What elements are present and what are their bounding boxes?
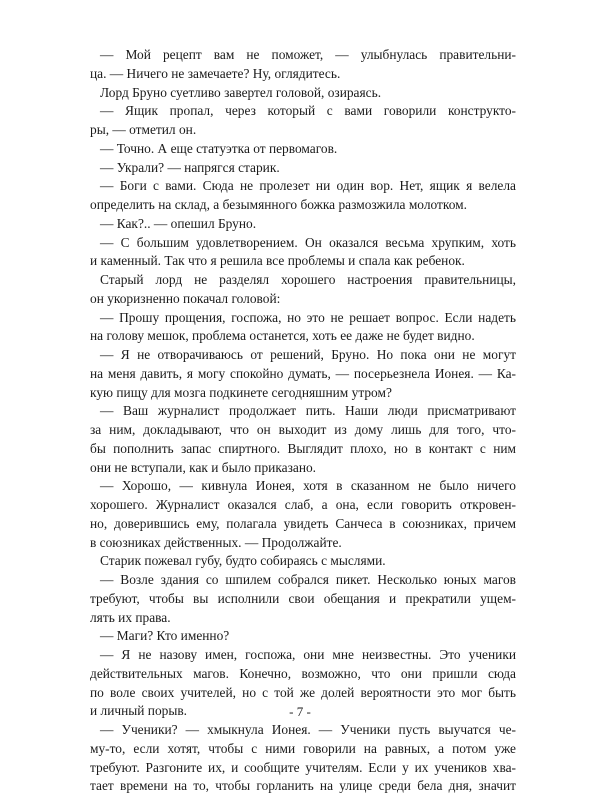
text-line: — Прошу прощения, госпожа, но это не решает вопрос. Если надеть	[100, 309, 516, 325]
text-line: му-то, если хотят, чтобы с ними говорили на равных, а потом уже	[90, 740, 516, 756]
text-line: Старый лорд не разделял хорошего настроения правительницы,	[100, 272, 516, 287]
text-line: — Мой рецепт вам не поможет, — улыбнулась правительни-	[100, 47, 516, 62]
page-number: - 7 -	[289, 704, 311, 719]
text-line: хорошего. Журналист оказался слаб, а она, если говорить откровен-	[90, 497, 516, 512]
text-line: на меня давить, я могу спокойно думать, — посерьезнела Ионея. — Ка-	[90, 365, 516, 381]
text-line: и каменный. Так что я решила все проблемы и спала как ребенок.	[90, 253, 465, 269]
text-line: — С большим удовлетворением. Он оказался весьма хрупким, хоть	[100, 234, 516, 250]
text-line: но, доверившись ему, полагала увидеть Санчеса в союзниках, причем	[90, 515, 516, 531]
text-line: — Я не назову имен, госпожа, они мне неизвестны. Это ученики	[100, 647, 516, 662]
text-line: и личный порыв.	[90, 703, 187, 719]
text-line: лять их права.	[90, 609, 171, 625]
text-line: по воле своих учителей, но с той же долей вероятности это мог быть	[90, 684, 516, 700]
text-line: — Маги? Кто именно?	[100, 628, 230, 644]
text-line: — Точно. А еще статуэтка от первомагов.	[100, 140, 338, 156]
text-line: — Ваш журналист продолжает пить. Наши люди присматривают	[100, 403, 516, 419]
text-line: — Хорошо, — кивнула Ионея, хотя в сказанном не было ничего	[100, 478, 516, 494]
text-line: — Я не отворачиваюсь от решений, Бруно. Но пока они не могут	[100, 347, 516, 362]
text-line: кую пищу для мозга подкинете сегодняшним утром?	[90, 384, 392, 400]
text-line: бы пополнить запас спиртного. Выглядит плохо, но в контакт с ним	[90, 440, 516, 456]
text-line: — Боги с вами. Сюда не пролезет ни один вор. Нет, ящик я велела	[100, 178, 516, 194]
text-line: на голову мешок, проблема останется, хоть ее даже не будет видно.	[90, 328, 475, 344]
text-line: — Как?.. — опешил Бруно.	[100, 215, 257, 231]
text-line: — Ученики? — хмыкнула Ионея. — Ученики пусть выучатся че-	[100, 722, 516, 737]
text-line: определить на склад, а безымянного божка размозжила молотком.	[90, 197, 467, 212]
text-line: они не вступали, как и было приказано.	[90, 459, 317, 475]
text-line: требуют. Разгоните их, и сообщите учителям. Если у их учеников хва-	[90, 759, 516, 775]
text-line: в союзниках действенных. — Продолжайте.	[90, 534, 342, 550]
text-line: действительных магов. Конечно, возможно, что они пришли сюда	[90, 665, 516, 681]
text-line: — Ящик пропал, через который с вами говорили конструкто-	[100, 103, 516, 119]
text-line: Старик пожевал губу, будто собираясь с мыслями.	[100, 553, 386, 569]
text-line: ца. — Ничего не замечаете? Ну, оглядитесь.	[90, 65, 341, 81]
text-line: Лорд Бруно суетливо завертел головой, озираясь.	[100, 84, 382, 100]
text-line: — Украли? — напрягся старик.	[100, 159, 280, 175]
text-line: тает времени на то, чтобы горланить на улице среди бела дня, значит	[90, 778, 516, 794]
text-line: — Возле здания со шпилем собрался пикет. Несколько юных магов	[100, 572, 516, 587]
text-line: за ним, докладывают, что он выходит из дому лишь для того, что-	[90, 422, 516, 437]
text-line: он укоризненно покачал головой:	[90, 290, 281, 306]
body-text	[90, 46, 516, 796]
text-line: ры, — отметил он.	[90, 122, 197, 137]
text-line: требуют, чтобы вы исполнили свои обещания и прекратили ущем-	[90, 590, 516, 606]
